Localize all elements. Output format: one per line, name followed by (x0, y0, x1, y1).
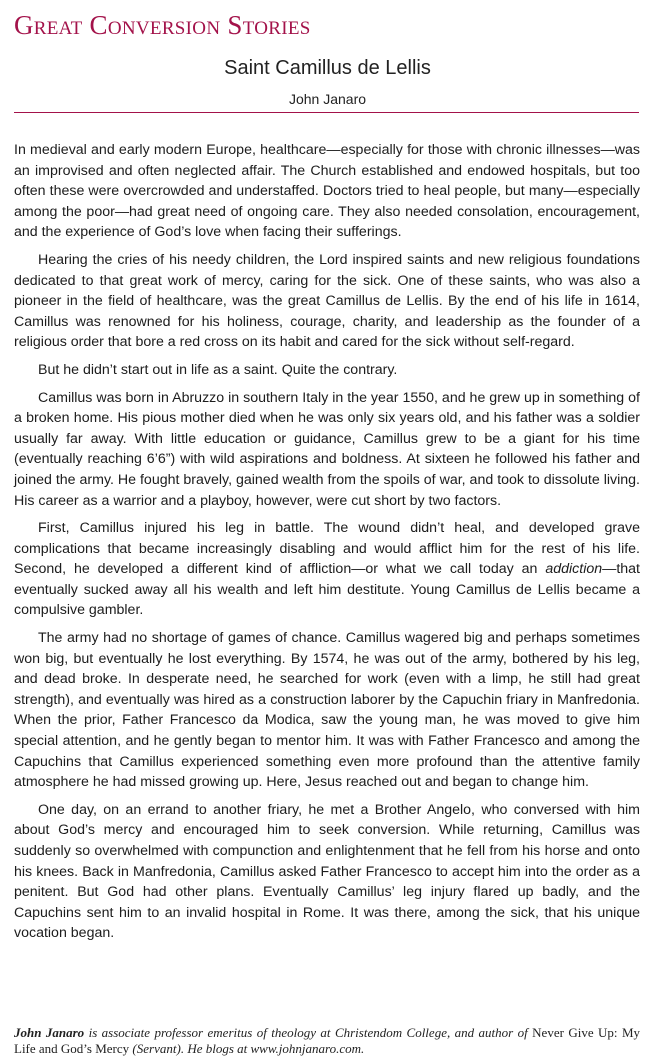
paragraph-5-text-b: —that eventually sucked away all his wealth and left him destitute. Young Camillus de Lellis became a compulsive gambler. (14, 561, 640, 619)
bio-text-2: ( (129, 1041, 137, 1056)
author-byline: John Janaro (288, 91, 367, 107)
bio-book-title: Never Give Up: My Life and God’s Mercy (14, 1025, 641, 1056)
title-rule-divider (14, 112, 639, 113)
article-body (14, 140, 640, 951)
bio-text-3: ). He blogs at www.johnjanaro.com. (176, 1041, 365, 1056)
paragraph-4: Camillus was born in Abruzzo in southern Italy in the year 1550, and he grew up in something of a broken home. His pious mother died when he was only six years old, and his father was a soldier usually far away. With little education or guidance, Camillus grew to be a giant for his time (eventually reaching 6’6”) with wild aspirations and boldness. At sixteen he followed his father and joined the army. He fought bravely, gained wealth from the spoils of war, and took to dissolute living. His career as a warrior and a playboy, however, were cut short by two factors. (14, 389, 640, 509)
paragraph-7: One day, on an errand to another friary, he met a Brother Angelo, who conversed with him about God’s mercy and encouraged him to seek conversion. While returning, Camillus was suddenly so overwhelmed with compunction and enlightenment that he fell from his horse and onto his knees. Back in Manfredonia, Camillus asked Father Francesco to accept him into the order as a penitent. But God had other plans. Eventually Camillus’ leg injury flared up badly, and the Capuchins sent him to an invalid hospital in Rome. It was there, among the sick, that his unique vocation began. (14, 801, 640, 942)
bio-name: John Janaro (14, 1025, 85, 1040)
paragraph-5-italic: addiction (545, 561, 603, 578)
paragraph-6: The army had no shortage of games of chance. Camillus wagered big and perhaps sometimes won big, but eventually he lost everything. By 1574, he was out of the army, bothered by his leg, and dead broke. In desperate need, he searched for work (even with a limp, he still had great strength), and eventually was hired as a construction laborer by the Capuchin friary in Manfredonia. When the prior, Father Francesco da Modica, saw the young man, he was moved to give him special attention, and he gently began to mentor him. It was with Father Francesco and among the Capuchins that Camillus experienced something even more profound than the attentive family atmosphere he had missed growing up. Here, Jesus reached out and began to change him. (14, 630, 640, 791)
bio-publisher: Servant (136, 1041, 177, 1056)
paragraph-3: But he didn’t start out in life as a saint. Quite the contrary. (38, 361, 398, 378)
bio-text-1: is associate professor emeritus of theology at Christendom College, and author of (84, 1025, 533, 1040)
section-header: Great Conversion Stories (14, 10, 311, 40)
article-title: Saint Camillus de Lellis (224, 57, 431, 79)
paragraph-1: In medieval and early modern Europe, healthcare—especially for those with chronic illnesses—was an improvised and often neglected affair. The Church established and endowed hospitals, but too often these were overcrowded and understaffed. Doctors tried to heal people, but many—especially among the poor—had great need of ongoing care. They also needed consolation, encouragement, and the experience of God’s love when facing their sufferings. (14, 142, 640, 241)
paragraph-2: Hearing the cries of his needy children, the Lord inspired saints and new religious foundations dedicated to that great work of mercy, caring for the sick. One of these saints, who was also a pioneer in the field of healthcare, was the great Camillus de Lellis. By the end of his life in 1614, Camillus was renowned for his holiness, courage, charity, and leadership as the founder of a religious order that bore a red cross on its habit and cared for the sick without self-regard. (14, 251, 640, 351)
paragraph-5 (14, 518, 640, 621)
paragraph-5-text-a: First, Camillus injured his leg in battle. The wound didn’t heal, and developed grave complications that became increasingly disabling and would afflict him for the rest of his life. Second, he developed a different kind of affliction—or what we call today an (14, 520, 640, 578)
author-bio (14, 1025, 640, 1057)
